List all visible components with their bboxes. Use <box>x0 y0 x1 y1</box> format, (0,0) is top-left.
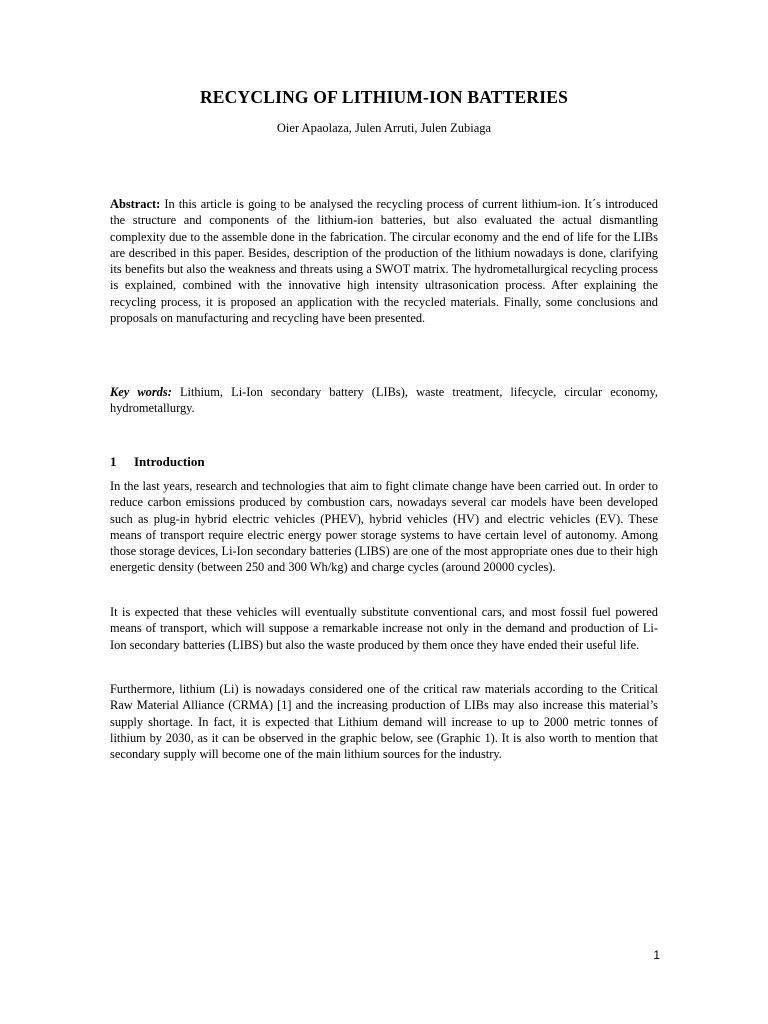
body-paragraph: In the last years, research and technologies that aim to fight climate change have been carried out. In order to reduce carbon emissions produced by combustion cars, nowadays several car models have been developed such as plug-in hybrid electric vehicles (PHEV), hybrid vehicles (HV) and electric vehicles (EV). These means of transport require electric energy power storage systems to have certain level of autonomy. Among those storage devices, Li-Ion secondary batteries (LIBS) are one of the most appropriate ones due to their high energetic density (between 250 and 300 Wh/kg) and charge cycles (around 20000 cycles). <box>110 479 658 575</box>
section-title: Introduction <box>134 454 205 469</box>
abstract-text: In this article is going to be analysed the recycling process of current lithium-ion. It´s introduced the structure and components of the lithium-ion batteries, but also evaluated the actual dismantling complexity due to the assemble done in the fabrication. The circular economy and the end of life for the LIBs are described in this paper. Besides, description of the production of the lithium nowadays is done, clarifying its benefits but also the weakness and threats using a SWOT matrix. The hydrometallurgical recycling process is explained, combined with the innovative high intensity ultrasonication process. After explaining the recycling process, it is proposed an application with the recycled materials. Finally, some conclusions and proposals on manufacturing and recycling have been presented. <box>110 197 658 326</box>
keywords-paragraph <box>110 384 658 417</box>
body-paragraph: Furthermore, lithium (Li) is nowadays considered one of the critical raw materials according to the Critical Raw Material Alliance (CRMA) [1] and the increasing production of LIBs may also increase this material’s supply shortage. In fact, it is expected that Lithium demand will increase to up to 2000 metric tonnes of lithium by 2030, as it can be observed in the graphic below, see (Graphic 1). It is also worth to mention that secondary supply will become one of the main lithium sources for the industry. <box>110 682 658 762</box>
paper-title: RECYCLING OF LITHIUM-ION BATTERIES <box>199 87 569 107</box>
abstract-label: Abstract: <box>110 197 161 211</box>
section-heading <box>110 454 205 470</box>
section-number: 1 <box>110 454 117 469</box>
page-number: 1 <box>653 948 660 962</box>
keywords-label: Key words: <box>110 385 172 399</box>
abstract-paragraph <box>110 196 658 326</box>
body-paragraph: It is expected that these vehicles will eventually substitute conventional cars, and most fossil fuel powered means of transport, which will suppose a remarkable increase not only in the demand and production of Li-Ion secondary batteries (LIBS) but also the waste produced by them once they have ended their useful life. <box>110 605 658 652</box>
paper-authors: Oier Apaolaza, Julen Arruti, Julen Zubiaga <box>276 121 492 135</box>
keywords-text: Lithium, Li-Ion secondary battery (LIBs), waste treatment, lifecycle, circular economy, hydrometallurgy. <box>110 385 658 416</box>
